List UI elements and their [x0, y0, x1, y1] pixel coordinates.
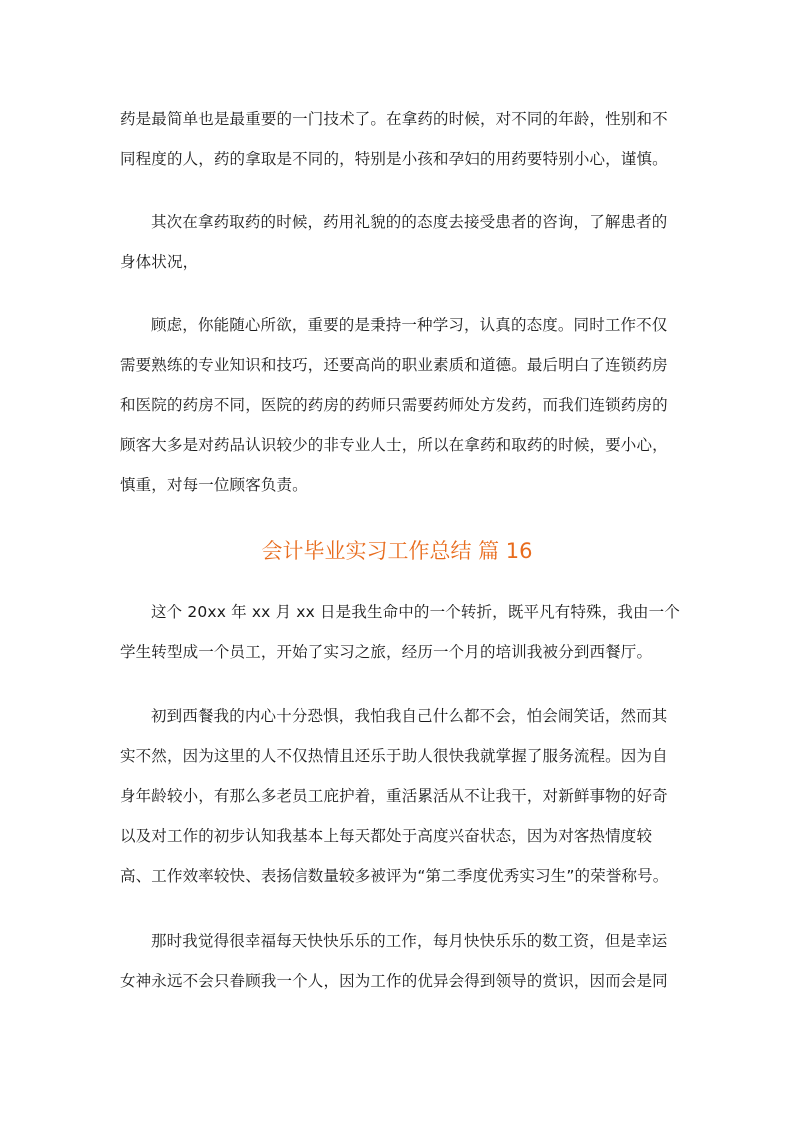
- paragraph-3-line-1: 顾虑，你能随心所欲，重要的是秉持一种学习，认真的态度。同时工作不仅: [151, 316, 668, 334]
- paragraph-5-line-4: 以及对工作的初步认知我基本上每天都处于高度兴奋状态，因为对客热情度较: [120, 827, 653, 845]
- paragraph-6-line-1: 那时我觉得很幸福每天快快乐乐的工作，每月快快乐乐的数工资，但是幸运: [151, 932, 668, 950]
- paragraph-5-line-1: 初到西餐我的内心十分恐惧，我怕我自己什么都不会，怕会闹笑话，然而其: [151, 707, 668, 725]
- paragraph-2-line-2: 身体状况，: [120, 253, 199, 271]
- paragraph-6-line-2: 女神永远不会只眷顾我一个人，因为工作的优异会得到领导的赏识，因而会是同: [120, 972, 668, 990]
- paragraph-3-line-2: 需要熟练的专业知识和技巧，还要高尚的职业素质和道德。最后明白了连锁药房: [120, 356, 668, 374]
- paragraph-5-line-5: 高、工作效率较快、表扬信数量较多被评为“第二季度优秀实习生”的荣誉称号。: [120, 867, 669, 885]
- section-heading: 会计毕业实习工作总结 篇 16: [261, 539, 533, 563]
- paragraph-3-line-5: 慎重，对每一位顾客负责。: [120, 476, 308, 494]
- paragraph-4-line-2: 学生转型成一个员工，开始了实习之旅，经历一个月的培训我被分到西餐厅。: [120, 643, 653, 661]
- paragraph-3-line-3: 和医院的药房不同，医院的药房的药师只需要药师处方发药，而我们连锁药房的: [120, 396, 668, 414]
- paragraph-2-line-1: 其次在拿药取药的时候，药用礼貌的的态度去接受患者的咨询，了解患者的: [151, 213, 668, 231]
- paragraph-1-line-2: 同程度的人，药的拿取是不同的，特别是小孩和孕妇的用药要特别小心，谨慎。: [120, 150, 668, 168]
- paragraph-4-line-1: 这个 20xx 年 xx 月 xx 日是我生命中的一个转折，既平凡有特殊，我由一个: [151, 603, 680, 621]
- paragraph-1-line-1: 药是最简单也是最重要的一门技术了。在拿药的时候，对不同的年龄，性别和不: [120, 110, 668, 128]
- paragraph-5-line-2: 实不然，因为这里的人不仅热情且还乐于助人很快我就掌握了服务流程。因为自: [120, 747, 668, 765]
- paragraph-5-line-3: 身年龄较小，有那么多老员工庇护着，重活累活从不让我干，对新鲜事物的好奇: [120, 787, 668, 805]
- paragraph-3-line-4: 顾客大多是对药品认识较少的非专业人士，所以在拿药和取药的时候，要小心，: [120, 436, 668, 454]
